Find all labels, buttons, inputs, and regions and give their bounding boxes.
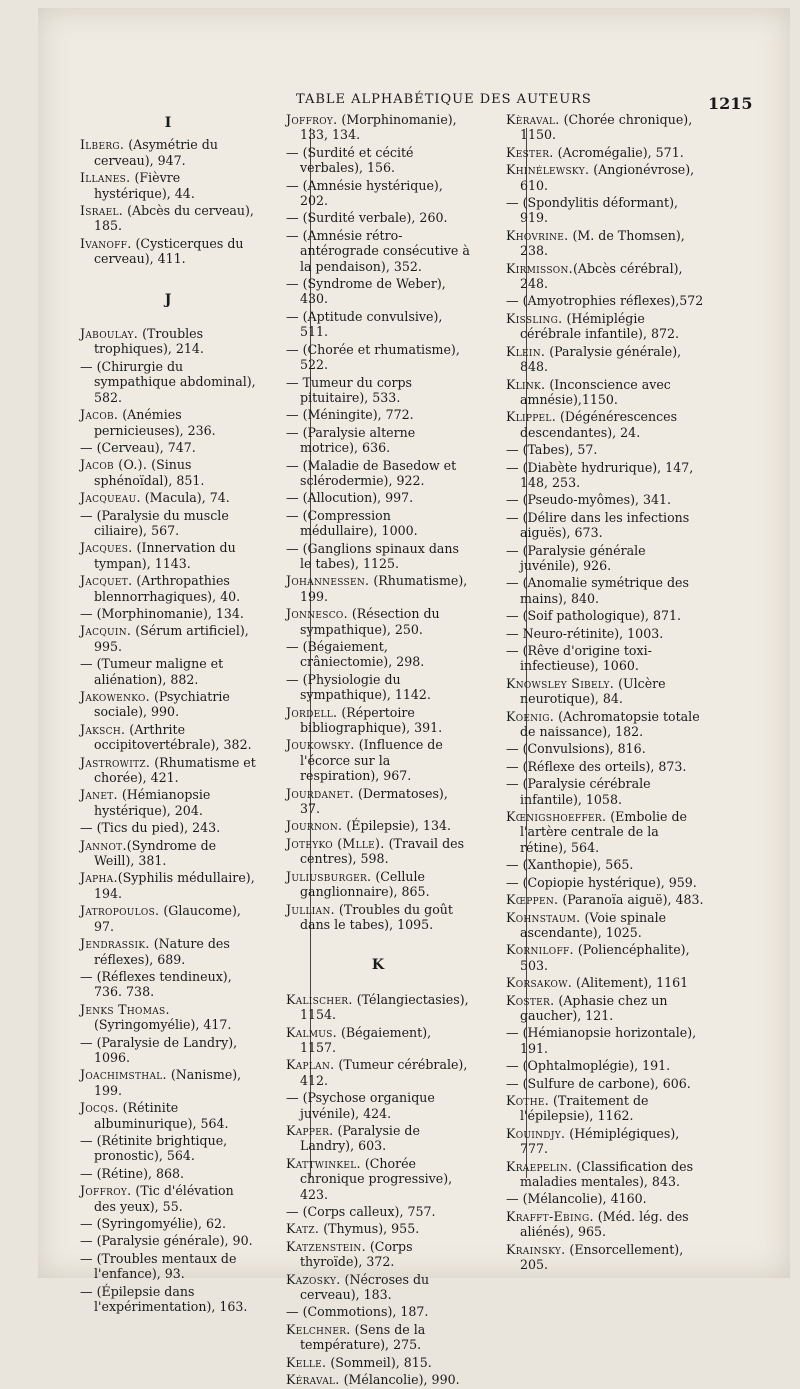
entry-topic: (Paralysie de Landry), 603.: [300, 1122, 420, 1154]
index-entry: [506, 676, 706, 707]
index-subentry: — (Tics du pied), 243.: [80, 820, 221, 836]
index-entry: [506, 377, 706, 408]
index-entry: [506, 809, 706, 855]
author-name: Jacquet.: [80, 573, 133, 589]
author-name: Kœppen.: [506, 892, 559, 908]
index-subentry: — (Bégaiement, crâniectomie), 298.: [286, 639, 425, 670]
entry-topic: (Innervation du tympan), 1143.: [94, 540, 236, 571]
index-entry: [506, 942, 706, 973]
index-entry: [80, 1183, 256, 1214]
author-name: Jacques.: [80, 540, 133, 556]
author-name: Kattwinkel.: [286, 1155, 361, 1171]
author-name: Koenig.: [506, 708, 555, 724]
index-entry: [80, 722, 256, 753]
index-subentry: — (Allocution), 997.: [286, 490, 414, 506]
entry-topic: (Syringomyélie), 417.: [94, 1017, 232, 1033]
entry-topic: (Sommeil), 815.: [326, 1354, 432, 1370]
index-entry: [506, 409, 706, 440]
index-subentry: — (Rêve d'origine toxi-infectieuse), 1060.: [506, 643, 652, 674]
entry-topic: (Répertoire bibliographique), 391.: [300, 704, 443, 736]
author-name: Juliusburger.: [286, 868, 372, 884]
index-subentry: — (Amnésie hystérique), 202.: [286, 177, 443, 209]
index-entry: [506, 228, 706, 259]
entry-topic: (Nature des réflexes), 689.: [94, 936, 230, 967]
index-entry: [80, 936, 256, 967]
author-name: Krainsky.: [506, 1241, 566, 1257]
letter-heading: K: [371, 957, 385, 974]
index-entry: [286, 786, 470, 817]
index-entry: [286, 1322, 470, 1353]
entry-topic: (Méd. lég. des aliénés), 965.: [520, 1208, 689, 1240]
entry-topic: (Troubles trophiques), 214.: [94, 326, 204, 357]
author-name: Jastrowitz.: [80, 754, 151, 770]
index-subentry: — (Syringomyélie), 62.: [80, 1216, 227, 1231]
index-subentry: — (Troubles mentaux de l'enfance), 93.: [80, 1250, 237, 1282]
index-subentry: — (Chorée et rhumatisme), 522.: [286, 341, 460, 373]
author-name: Joteyko (Mlle).: [286, 835, 385, 851]
author-name: Jacob (O.).: [80, 457, 148, 473]
index-subentry: — (Sulfure de carbone), 606.: [506, 1075, 691, 1091]
entry-topic: (Achromatopsie totale de naissance), 182.: [520, 708, 700, 740]
author-name: Jaboulay.: [80, 326, 139, 342]
entry-topic: (Corps thyroïde), 372.: [300, 1238, 413, 1270]
index-entry: [80, 170, 256, 201]
index-subentry: — (Hémianopsie horizontale), 191.: [506, 1025, 697, 1056]
index-entry: [506, 261, 706, 292]
index-subentry: — (Épilepsie dans l'expérimentation), 163.: [80, 1283, 248, 1315]
index-subentry: — (Tabes), 57.: [506, 442, 598, 458]
author-name: Ilberg.: [80, 137, 125, 153]
index-subentry: — (Ganglions spinaux dans le tabes), 1125.: [286, 540, 459, 571]
entry-topic: (Cysticerques du cerveau), 411.: [94, 235, 244, 267]
author-name: Khinélewsky.: [506, 162, 590, 178]
index-subentry: — (Compression médullaire), 1000.: [286, 507, 418, 539]
author-name: Kester.: [506, 144, 554, 160]
index-entry: [506, 910, 706, 941]
author-name: Jourdanet.: [286, 785, 354, 801]
page-number: 1215: [708, 94, 753, 113]
index-entry: [506, 709, 706, 740]
index-column-3: [506, 112, 706, 1274]
author-name: Jakowenko.: [80, 689, 150, 704]
index-subentry: — (Syndrome de Weber), 430.: [286, 276, 446, 307]
entry-topic: (Acromégalie), 571.: [553, 144, 684, 160]
author-name: Joffroy.: [80, 1183, 132, 1199]
index-subentry: — (Physiologie du sympathique), 1142.: [286, 671, 431, 703]
index-subentry: — (Rétinite brightique, pronostic), 564.: [80, 1132, 228, 1164]
index-entry: [80, 137, 256, 168]
entry-topic: (Syphilis médullaire), 194.: [94, 870, 255, 901]
index-entry: [286, 737, 470, 783]
index-entry: [286, 1239, 470, 1270]
entry-topic: (Rhumatisme et chorée), 421.: [94, 754, 256, 786]
entry-topic: (Fièvre hystérique), 44.: [94, 170, 195, 201]
author-name: Kapper.: [286, 1122, 334, 1138]
entry-topic: (Sérum artificiel), 995.: [94, 623, 249, 654]
index-subentry: — (Amnésie rétro-antérograde consécutive à la pendaison), 352.: [286, 227, 470, 274]
author-name: Kirmisson.: [506, 260, 573, 276]
entry-topic: (Classification des maladies mentales), 843.: [520, 1158, 694, 1189]
index-entry: [80, 203, 256, 234]
index-column-1: [80, 112, 256, 1316]
author-name: Kéraval.: [286, 1372, 340, 1388]
author-name: Klein.: [506, 343, 546, 359]
entry-topic: (Ulcère neurotique), 84.: [520, 675, 666, 707]
index-entry: [80, 903, 256, 934]
entry-topic: (Asymétrie du cerveau), 947.: [94, 137, 218, 168]
entry-topic: (Tic d'élévation des yeux), 55.: [94, 1183, 234, 1214]
index-subentry: — (Amyotrophies réflexes),572: [506, 293, 704, 309]
index-entry: [506, 344, 706, 375]
entry-topic: (Nanisme), 199.: [94, 1067, 242, 1098]
index-entry: [80, 1002, 256, 1033]
index-subentry: — (Aptitude convulsive), 511.: [286, 308, 443, 340]
index-subentry: — (Paralysie du muscle ciliaire), 567.: [80, 507, 229, 538]
author-name: Jatropoulos.: [80, 903, 160, 919]
author-name: Jenks Thomas.: [80, 1001, 170, 1017]
index-subentry: — (Paralysie de Landry), 1096.: [80, 1034, 238, 1065]
index-subentry: — (Délire dans les infections aiguës), 673.: [506, 509, 690, 541]
index-entry: [506, 1126, 706, 1157]
index-subentry: — (Morphinomanie), 134.: [80, 605, 244, 621]
entry-topic: (Paralysie générale), 848.: [520, 343, 682, 375]
entry-topic: (Arthropathies blennorrhagiques), 40.: [94, 573, 241, 604]
index-subentry: — (Copiopie hystérique), 959.: [506, 874, 697, 890]
author-name: Koster.: [506, 992, 555, 1008]
index-entry: [286, 606, 470, 637]
entry-topic: (Troubles du goût dans le tabes), 1095.: [300, 901, 453, 932]
author-name: Kèraval.: [506, 112, 560, 127]
index-entry: [286, 705, 470, 736]
entry-topic: (Rétinite albuminurique), 564.: [94, 1100, 229, 1131]
entry-topic: (Syndrome de Weill), 381.: [94, 837, 217, 869]
entry-topic: (Embolie de l'artère centrale de la rétine), 564.: [520, 809, 687, 855]
index-subentry: — (Réflexes tendineux), 736. 738.: [80, 968, 232, 1000]
index-entry: [506, 1159, 706, 1190]
index-entry: [80, 236, 256, 267]
entry-topic: (Rhumatisme), 199.: [300, 573, 468, 604]
index-entry: [286, 869, 470, 900]
entry-topic: (Abcès cérébral), 248.: [520, 260, 683, 292]
index-entry: [506, 1093, 706, 1124]
author-name: Illanes.: [80, 170, 131, 186]
author-name: Journon.: [286, 818, 343, 834]
author-name: Jaksch.: [80, 721, 126, 737]
author-name: Jonnesco.: [286, 606, 348, 622]
index-subentry: — (Réflexe des orteils), 873.: [506, 758, 687, 774]
author-name: Joachimsthal.: [80, 1067, 167, 1083]
entry-topic: (Télangiectasies), 1154.: [300, 991, 469, 1023]
index-subentry: — (Soif pathologique), 871.: [506, 608, 682, 624]
index-entry: [506, 1242, 706, 1273]
letter-heading: J: [164, 291, 172, 308]
entry-topic: (Mélancolie), 990.: [339, 1372, 460, 1388]
letter-heading: I: [164, 115, 172, 131]
entry-topic: (Ensorcellement), 205.: [520, 1241, 684, 1273]
index-entry: [506, 1209, 706, 1240]
index-entry: [506, 112, 706, 143]
index-subentry: — (Corps calleux), 757.: [286, 1204, 436, 1219]
entry-topic: (Travail des centres), 598.: [300, 835, 465, 867]
entry-topic: (Influence de l'écorce sur la respiration), 967.: [300, 737, 443, 784]
index-entry: [286, 902, 470, 933]
index-entry: [286, 818, 470, 833]
author-name: Jannot.: [80, 837, 127, 853]
index-entry: [80, 689, 256, 720]
index-subentry: — (Xanthopie), 565.: [506, 857, 634, 873]
entry-topic: (Macula), 74.: [140, 490, 230, 506]
index-entry: [506, 892, 706, 907]
index-subentry: — (Paralysie générale), 90.: [80, 1233, 253, 1249]
author-name: Janet.: [80, 787, 118, 803]
author-name: Katz.: [286, 1221, 320, 1237]
entry-topic: (Hémiplégiques), 777.: [520, 1125, 680, 1157]
index-subentry: — (Maladie de Basedow et sclérodermie), 922.: [286, 457, 457, 488]
author-name: Joukowsky.: [286, 737, 355, 753]
index-entry: [80, 490, 256, 505]
author-name: Ivanoff.: [80, 235, 132, 251]
index-subentry: — Neuro-rétinite), 1003.: [506, 625, 664, 641]
entry-topic: (Dégénérescences descendantes), 24.: [520, 409, 678, 440]
author-name: Kalischer.: [286, 991, 353, 1007]
author-name: Kaplan.: [286, 1057, 335, 1073]
author-name: Japha.: [80, 870, 118, 886]
index-entry: [506, 311, 706, 342]
entry-topic: (Résection du sympathique), 250.: [300, 606, 440, 637]
index-subentry: — (Pseudo-myômes), 341.: [506, 492, 672, 508]
index-entry: [286, 573, 470, 604]
index-entry: [506, 993, 706, 1024]
index-entry: [286, 1355, 470, 1370]
index-subentry: — Tumeur du corps pituitaire), 533.: [286, 374, 412, 405]
index-entry: [286, 1025, 470, 1056]
index-entry: [286, 1057, 470, 1088]
author-name: Kothe.: [506, 1092, 550, 1108]
entry-topic: (Poliencéphalite), 503.: [520, 942, 690, 973]
index-entry: [80, 1067, 256, 1098]
entry-topic: (Voie spinale ascendante), 1025.: [520, 909, 667, 940]
author-name: Klink.: [506, 376, 546, 392]
index-subentry: — (Commotions), 187.: [286, 1304, 429, 1320]
entry-topic: (Sinus sphénoïdal), 851.: [94, 457, 205, 488]
index-entry: [80, 540, 256, 571]
index-subentry: — (Paralysie cérébrale infantile), 1058.: [506, 776, 651, 807]
entry-topic: (Alitement), 1161: [572, 975, 689, 991]
entry-topic: (Épilepsie), 134.: [342, 818, 451, 834]
index-entry: [286, 112, 470, 143]
author-name: Kraepelin.: [506, 1158, 573, 1174]
index-subentry: — (Tumeur maligne et aliénation), 882.: [80, 656, 224, 687]
author-name: Kissling.: [506, 310, 563, 326]
entry-topic: (Thymus), 955.: [319, 1221, 420, 1237]
entry-topic: (Hémianopsie hystérique), 204.: [94, 787, 211, 818]
author-name: Kohnstaum.: [506, 909, 581, 925]
index-subentry: — (Psychose organique juvénile), 424.: [286, 1090, 435, 1121]
index-subentry: — (Anomalie symétrique des mains), 840.: [506, 575, 689, 606]
author-name: Kouindjy.: [506, 1125, 566, 1141]
index-entry: [286, 992, 470, 1023]
author-name: Kazosky.: [286, 1271, 341, 1287]
index-subentry: — (Surdité verbale), 260.: [286, 210, 448, 226]
author-name: Jacqueau.: [80, 490, 141, 506]
author-name: Johannessen.: [286, 573, 370, 589]
author-name: Katzenstein.: [286, 1238, 366, 1254]
author-name: Israel.: [80, 203, 124, 219]
index-entry: [80, 787, 256, 818]
index-subentry: — (Convulsions), 816.: [506, 741, 646, 757]
entry-topic: (Tumeur cérébrale), 412.: [300, 1057, 468, 1088]
entry-topic: (Anémies pernicieuses), 236.: [94, 407, 216, 438]
entry-topic: (Dermatoses), 37.: [300, 785, 448, 817]
index-entry: [286, 1221, 470, 1236]
index-subentry: — (Paralysie générale juvénile), 926.: [506, 542, 646, 573]
author-name: Jordell.: [286, 704, 338, 720]
index-subentry: — (Ophtalmoplégie), 191.: [506, 1058, 671, 1074]
index-column-2: [286, 112, 470, 1389]
entry-topic: (Chorée chronique progressive), 423.: [300, 1155, 453, 1202]
author-name: Kœnigshoeffer.: [506, 809, 607, 825]
index-entry: [506, 145, 706, 160]
author-name: Jullian.: [286, 901, 335, 917]
entry-topic: (Angionévrose), 610.: [520, 162, 695, 193]
index-entry: [80, 870, 256, 901]
author-name: Joffroy.: [286, 112, 338, 127]
index-subentry: — (Cerveau), 747.: [80, 439, 196, 455]
entry-topic: (Morphinomanie), 133, 134.: [300, 112, 457, 143]
index-subentry: — (Rétine), 868.: [80, 1165, 185, 1181]
author-name: Jacquin.: [80, 623, 132, 639]
index-entry: [80, 623, 256, 654]
entry-topic: (Psychiatrie sociale), 990.: [94, 689, 230, 720]
entry-topic: (Cellule ganglionnaire), 865.: [300, 868, 430, 900]
author-name: Klippel.: [506, 409, 557, 425]
index-subentry: — (Mélancolie), 4160.: [506, 1191, 647, 1207]
index-subentry: — (Diabète hydrurique), 147, 148, 253.: [506, 459, 694, 490]
entry-topic: (Hémiplégie cérébrale infantile), 872.: [520, 310, 680, 342]
author-name: Kalmus.: [286, 1024, 337, 1040]
entry-topic: (Glaucome), 97.: [94, 903, 241, 934]
entry-topic: (Sens de la température), 275.: [300, 1321, 426, 1353]
author-name: Kelle.: [286, 1354, 327, 1370]
author-name: Korniloff.: [506, 942, 574, 958]
author-name: Jacob.: [80, 407, 119, 423]
entry-topic: (Bégaiement), 1157.: [300, 1024, 432, 1055]
index-entry: [286, 836, 470, 867]
index-entry: [80, 573, 256, 604]
entry-topic: (Paranoïa aiguë), 483.: [558, 892, 704, 908]
index-subentry: — (Méningite), 772.: [286, 407, 414, 423]
entry-topic: (Inconscience avec amnésie),1150.: [520, 376, 671, 407]
running-head: TABLE ALPHABÉTIQUE DES AUTEURS: [296, 92, 592, 107]
index-subentry: — (Spondylitis déformant), 919.: [506, 195, 678, 226]
entry-topic: (Aphasie chez un gaucher), 121.: [520, 992, 668, 1023]
index-entry: [286, 1156, 470, 1202]
index-entry: [80, 457, 256, 488]
index-entry: [80, 407, 256, 438]
author-name: Kelchner.: [286, 1321, 351, 1337]
index-entry: [80, 1100, 256, 1131]
index-entry: [286, 1272, 470, 1303]
author-name: Jocqs.: [80, 1100, 119, 1116]
entry-topic: (Traitement de l'épilepsie), 1162.: [520, 1092, 649, 1124]
entry-topic: (M. de Thomsen), 238.: [520, 227, 685, 259]
index-subentry: — (Paralysie alterne motrice), 636.: [286, 424, 416, 456]
index-entry: [506, 162, 706, 193]
entry-topic: (Nécroses du cerveau), 183.: [300, 1271, 430, 1303]
entry-topic: (Abcès du cerveau), 185.: [94, 203, 254, 234]
author-name: Krafft-Ebing.: [506, 1208, 594, 1224]
index-entry: [286, 1123, 470, 1154]
index-subentry: — (Chirurgie du sympathique abdominal), 582.: [80, 358, 256, 405]
index-entry: [506, 975, 706, 990]
entry-topic: (Chorée chronique), 1150.: [520, 112, 693, 143]
index-entry: [80, 326, 256, 357]
author-name: Korsakow.: [506, 975, 573, 991]
author-name: Khovrine.: [506, 227, 569, 243]
index-entry: [286, 1372, 470, 1387]
index-subentry: — (Surdité et cécité verbales), 156.: [286, 144, 414, 176]
author-name: Knowsley Sibely.: [506, 675, 615, 691]
entry-topic: (Arthrite occipitovertébrale), 382.: [94, 721, 252, 753]
index-entry: [80, 838, 256, 869]
index-entry: [80, 755, 256, 786]
author-name: Jendrassik.: [80, 936, 150, 952]
